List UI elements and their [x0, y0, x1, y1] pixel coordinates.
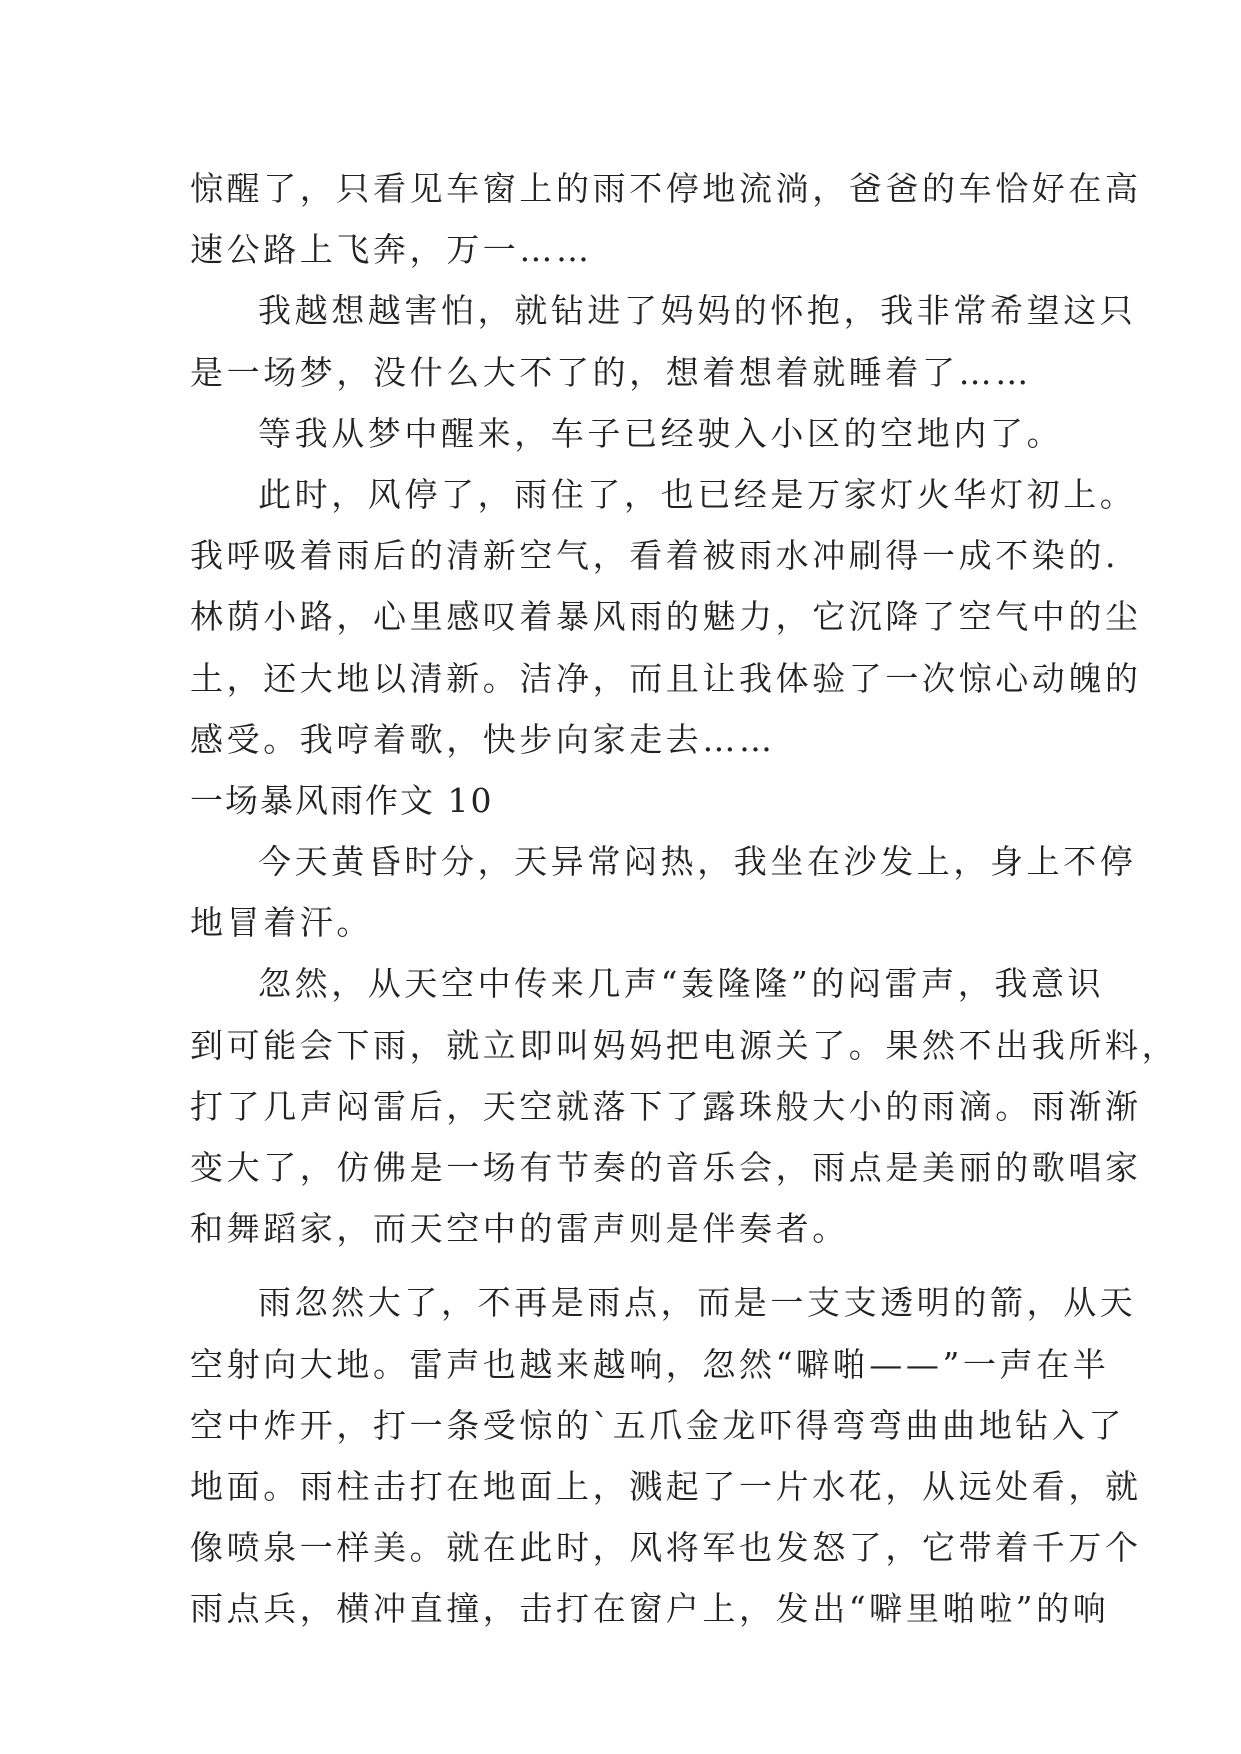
- text-line: 此时，风停了，雨住了，也已经是万家灯火华灯初上。: [258, 474, 1137, 514]
- text-line: 地面。雨柱击打在地面上，溅起了一片水花，从远处看，就: [190, 1466, 1142, 1506]
- text-line: 土，还大地以清新。洁净，而且让我体验了一次惊心动魄的: [190, 658, 1142, 698]
- paragraph-gap: [190, 1259, 1070, 1272]
- text-line: 变大了，仿佛是一场有节奏的音乐会，雨点是美丽的歌唱家: [190, 1148, 1142, 1187]
- text-line: 雨点兵，横冲直撞，击打在窗户上，发出“噼里啪啦”的响: [190, 1589, 1110, 1629]
- text-line: 雨忽然大了，不再是雨点，而是一支支透明的箭，从天: [258, 1283, 1137, 1323]
- text-line: 惊醒了，只看见车窗上的雨不停地流淌，爸爸的车恰好在高: [190, 169, 1142, 208]
- text-line: 到可能会下雨，就立即叫妈妈把电源关了。果然不出我所料，: [190, 1025, 1179, 1065]
- section-heading: 一场暴风雨作文 10: [190, 780, 494, 820]
- text-line: 今天黄昏时分，天异常闷热，我坐在沙发上，身上不停: [258, 842, 1137, 882]
- document-body: [190, 158, 1179, 1640]
- text-line: 地冒着汗。: [190, 903, 373, 943]
- text-line: 速公路上飞奔，万一……: [190, 230, 593, 270]
- text-line: 等我从梦中醒来，车子已经驶入小区的空地内了。: [258, 413, 1064, 453]
- text-line: 和舞蹈家，而天空中的雷声则是伴奏者。: [190, 1209, 849, 1249]
- text-line: 忽然，从天空中传来几声“轰隆隆”的闷雷声，我意识: [258, 964, 1105, 1004]
- text-line: 我越想越害怕，就钻进了妈妈的怀抱，我非常希望这只: [258, 291, 1137, 331]
- text-line: 像喷泉一样美。就在此时，风将军也发怒了，它带着千万个: [190, 1528, 1142, 1568]
- text-line: 空中炸开，打一条受惊的`五爪金龙吓得弯弯曲曲地钻入了: [190, 1405, 1126, 1445]
- text-line: 空射向大地。雷声也越来越响，忽然“噼啪——”一声在半: [190, 1344, 1110, 1384]
- text-line: 是一场梦，没什么大不了的，想着想着就睡着了……: [190, 352, 1032, 392]
- text-line: 感受。我哼着歌，快步向家走去……: [190, 719, 776, 759]
- text-line: 打了几声闷雷后，天空就落下了露珠般大小的雨滴。雨渐渐: [190, 1086, 1142, 1126]
- text-line: 我呼吸着雨后的清新空气，看着被雨水冲刷得一成不染的.: [190, 536, 1120, 576]
- text-line: 林荫小路，心里感叹着暴风雨的魅力，它沉降了空气中的尘: [190, 597, 1142, 637]
